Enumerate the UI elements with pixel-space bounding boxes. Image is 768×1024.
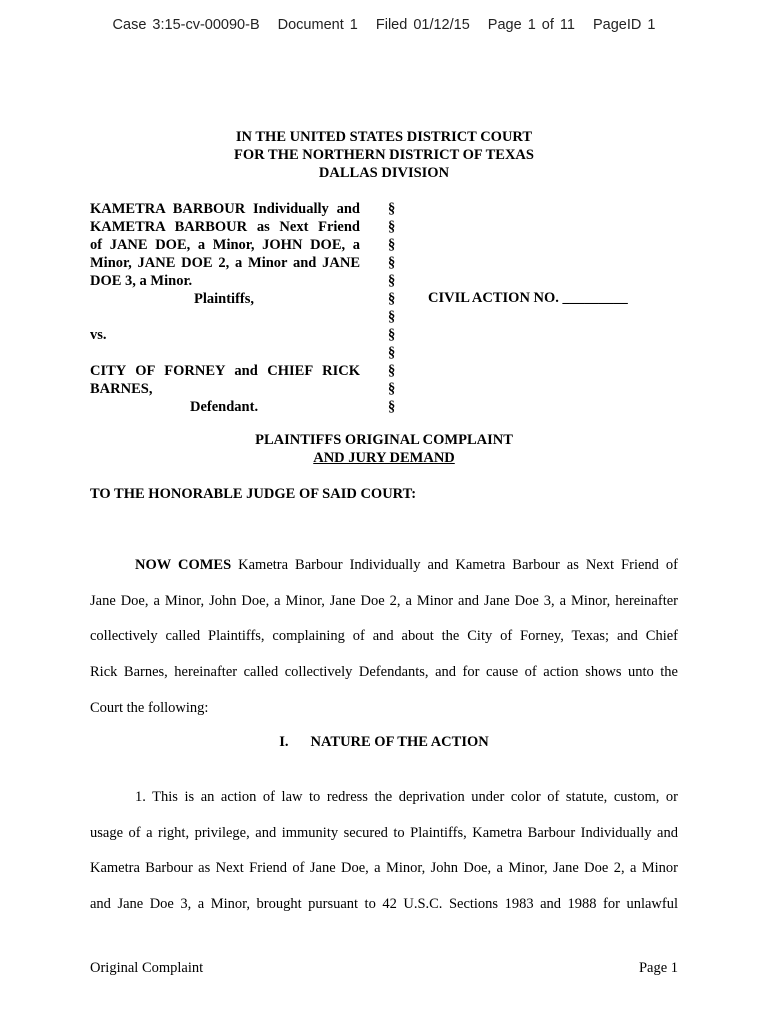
section-symbol: § <box>388 273 396 289</box>
page-count: Page 1 of 11 <box>487 17 575 33</box>
plaintiff-line: of JANE DOE, a Minor, JOHN DOE, a <box>90 237 360 253</box>
court-heading <box>0 128 768 182</box>
court-line: IN THE UNITED STATES DISTRICT COURT <box>235 129 533 145</box>
section-number: I. <box>279 734 289 750</box>
paragraph-line: usage of a right, privilege, and immunity secured to Plaintiffs, Kametra Barbour Individually and <box>90 824 678 841</box>
court-line: FOR THE NORTHERN DISTRICT OF TEXAS <box>234 147 534 163</box>
footer-document-name: Original Complaint <box>90 960 204 976</box>
ecf-header <box>0 17 768 33</box>
plaintiff-line: DOE 3, a Minor. <box>90 273 193 289</box>
section-symbol: § <box>388 255 396 271</box>
paragraph-line <box>90 548 678 584</box>
section-symbol: § <box>388 345 396 361</box>
section-symbol-column <box>388 200 402 416</box>
section-symbol: § <box>388 309 396 325</box>
plaintiff-line: Minor, JANE DOE 2, a Minor and JANE <box>90 255 360 271</box>
paragraph-line: Court the following: <box>90 699 209 716</box>
salutation: TO THE HONORABLE JUDGE OF SAID COURT: <box>90 486 417 502</box>
intro-line-text: Kametra Barbour Individually and Kametra Barbour as Next Friend of <box>231 557 678 573</box>
intro-paragraph <box>90 548 678 727</box>
defendant-line: CITY OF FORNEY and CHIEF RICK <box>90 363 360 379</box>
document-title <box>0 431 768 467</box>
civil-action-number: CIVIL ACTION NO. _________ <box>428 290 628 306</box>
defendant-line: BARNES, <box>90 381 153 397</box>
section-heading <box>0 734 768 751</box>
paragraph-line: Rick Barnes, hereinafter called collectively Defendants, and for cause of action shows unto the <box>90 664 678 681</box>
section-symbol: § <box>388 399 396 415</box>
section-symbol: § <box>388 291 396 307</box>
section-symbol: § <box>388 363 396 379</box>
section-symbol: § <box>388 237 396 253</box>
versus-label: vs. <box>90 327 107 343</box>
paragraph-line: Jane Doe, a Minor, John Doe, a Minor, Jane Doe 2, a Minor and Jane Doe 3, a Minor, hereinafter <box>90 592 678 609</box>
paragraph-line: and Jane Doe 3, a Minor, brought pursuant to 42 U.S.C. Sections 1983 and 1988 for unlawful <box>90 896 678 913</box>
paragraph-1 <box>90 780 678 923</box>
page-id: PageID 1 <box>593 17 656 33</box>
plaintiff-line: KAMETRA BARBOUR as Next Friend <box>90 219 360 235</box>
plaintiff-line: KAMETRA BARBOUR Individually and <box>90 201 360 217</box>
defendant-role: Defendant. <box>190 399 259 415</box>
footer-page-number: Page 1 <box>638 960 678 976</box>
filed-date: Filed 01/12/15 <box>375 17 470 33</box>
section-symbol: § <box>388 219 396 235</box>
plaintiff-role: Plaintiffs, <box>194 291 255 307</box>
section-symbol: § <box>388 327 396 343</box>
paragraph-line: collectively called Plaintiffs, complaining of and about the City of Forney, Texas; and Chief <box>90 628 678 645</box>
court-line: DALLAS DIVISION <box>318 165 450 181</box>
section-symbol: § <box>388 381 396 397</box>
paragraph-line: Kametra Barbour as Next Friend of Jane Doe, a Minor, John Doe, a Minor, Jane Doe 2, a Minor <box>90 860 678 877</box>
case-caption-parties <box>90 200 360 416</box>
title-line-underlined: AND JURY DEMAND <box>313 450 455 466</box>
title-line: PLAINTIFFS ORIGINAL COMPLAINT <box>255 432 513 448</box>
section-symbol: § <box>388 201 396 217</box>
now-comes-lead: NOW COMES <box>135 557 232 573</box>
section-title: NATURE OF THE ACTION <box>310 734 489 750</box>
case-number: Case 3:15-cv-00090-B <box>112 17 260 33</box>
paragraph-line: 1. This is an action of law to redress the deprivation under color of statute, custom, or <box>135 789 678 805</box>
document-number: Document 1 <box>277 17 358 33</box>
